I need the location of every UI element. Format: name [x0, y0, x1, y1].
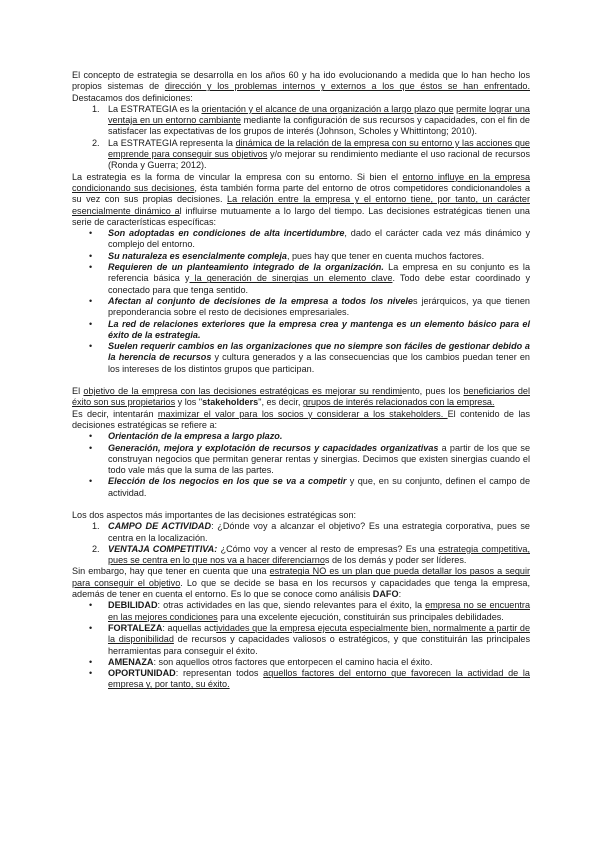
- list-item: [108, 600, 530, 623]
- list-item: [108, 251, 530, 262]
- underlined-text: dinámica de la relación de la empresa con su entorno y las acciones que emprende para conseguir sus objetivos: [108, 137, 530, 160]
- text: El: [72, 386, 84, 397]
- underlined-text: aquellos factores del entorno que favorecen la actividad de la empresa y, por tanto, su éxito.: [108, 668, 530, 690]
- text: , dado el carácter cada vez más dinámico y complejo del entorno.: [108, 228, 530, 250]
- text: La estrategia es la forma de vincular la empresa con su entorno. Si bien el: [72, 171, 403, 182]
- bold-text: CAMPO DE ACTIVIDAD: [108, 521, 212, 532]
- item-number: 2.: [92, 137, 100, 148]
- underlined-text: objetivo de la empresa con las decisiones estratégicas es mejorar su rendimi: [83, 386, 402, 397]
- underlined-text: entorno influye en la empresa condicionando sus decisiones: [72, 171, 531, 193]
- objective-paragraph: [72, 386, 530, 409]
- bold-text: Elección de los negocios en los que se va a competir: [108, 476, 347, 487]
- text: El contenido de las decisiones estratégicas se refiere a:: [72, 408, 530, 430]
- bold-text: FORTALEZA: [108, 622, 163, 633]
- intro-paragraph: [72, 70, 530, 104]
- text: y que, en su conjunto, definen el campo de actividad.: [108, 476, 531, 498]
- list-item: [108, 262, 530, 296]
- text: . Todo debe estar coordinado y conectado para que tenga sentido.: [108, 273, 530, 295]
- underlined-text: la generación de sinergias un elemento clave: [189, 273, 393, 284]
- underlined-text: maximizar el valor para los socios y considerar a los stakeholders.: [157, 408, 448, 419]
- text: y cultura generados y a las consecuencias que los cambios puedan tener en los intereses de los distintos grupos que participan.: [108, 352, 530, 374]
- text: El concepto de estrategia se desarrolla en los años 60 y ha ido evolucionando a medida que lo han hecho los propios sistemas de: [72, 70, 530, 92]
- text: s de los demás y poder ser líderes.: [324, 555, 467, 566]
- definitions-list: [72, 104, 530, 172]
- underlined-text: La relación entre la empresa y el entorno tiene, por tanto, un carácter esencialmente dinámico a: [72, 194, 530, 216]
- underlined-text: beneficiarios del éxito son sus propietarios: [72, 386, 530, 408]
- bold-text: Afectan al conjunto de decisiones de la empresa a todos los nivele: [108, 295, 413, 306]
- list-item: [92, 521, 530, 544]
- bold-text: VENTAJA COMPETITIVA:: [108, 543, 218, 554]
- text: a partir de los que se construyan negocios que permitan generar rentas y sinergias. Decimos que existen sinergias cuando el todo vale más que la suma de las partes.: [108, 442, 531, 476]
- bold-text: DEBILIDAD: [108, 600, 158, 611]
- bold-text: OPORTUNIDAD: [108, 668, 176, 679]
- bold-text: Son adoptadas en condiciones de alta incertidumbre: [108, 228, 345, 239]
- document-page: [72, 70, 530, 691]
- underlined-text: permite lograr una ventaja en un entorno cambiante: [108, 103, 530, 126]
- text: ¿Cómo voy a vencer al resto de empresas? Es una: [217, 543, 439, 554]
- item-number: 1.: [92, 521, 100, 532]
- list-item: [92, 543, 530, 567]
- underlined-text: estrategia NO es un plan que pueda detallar los pasos a seguir para conseguir el objetivo: [72, 566, 531, 588]
- underlined-text: empresa no se encuentra en las mejores condiciones: [108, 600, 530, 622]
- spacer: [72, 375, 530, 386]
- text: La ESTRATEGIA es la: [108, 103, 202, 114]
- text: La ESTRATEGIA representa la: [108, 137, 236, 148]
- text: Destacamos dos definiciones:: [72, 92, 193, 103]
- bold-text: Requieren de un planteamiento integrado de la organización.: [108, 262, 384, 273]
- list-item: [108, 657, 530, 668]
- characteristics-list: [72, 228, 530, 375]
- list-item: [108, 341, 530, 375]
- text: La empresa en su conjunto es la referencia básica y: [108, 262, 531, 284]
- bold-text: AMENAZA: [108, 656, 154, 667]
- list-item: [92, 103, 530, 138]
- text: Es decir, intentarán: [72, 408, 158, 419]
- swot-intro: [72, 566, 530, 600]
- item-number: 1.: [92, 103, 100, 114]
- text: ", es decir,: [258, 397, 303, 408]
- text: y los ": [175, 397, 203, 408]
- text: : otras actividades en las que, siendo relevantes para el éxito, la: [157, 600, 426, 611]
- text: : son aquellos otros factores que entorpecen el camino hacia el éxito.: [153, 656, 433, 667]
- text: : aquellas act: [162, 622, 217, 633]
- text: para una excelente ejecución, constituirán sus principales debilidades.: [217, 611, 504, 622]
- bold-text: Suelen requerir cambios en las organizaciones que no siempre son fáciles de gestionar debido a la herencia de recursos: [108, 341, 530, 363]
- spacer: [72, 499, 530, 510]
- bold-text: Generación, mejora y explotación de recursos y capacidades organizativas: [108, 442, 439, 453]
- underlined-text: grupos de interés relacionados con la empresa.: [302, 397, 495, 408]
- swot-list: [72, 600, 530, 690]
- underlined-text: dirección y los problemas internos y externos a los que éstos se han enfrentado.: [164, 81, 530, 92]
- bold-text: La red de relaciones exteriores que la empresa crea y mantenga es un elemento básico para el éxito de la estrategia.: [108, 318, 530, 340]
- bold-text: stakeholders: [202, 397, 259, 408]
- list-item: [108, 668, 530, 691]
- text: :: [398, 589, 402, 600]
- aspects-intro: Los dos aspectos más importantes de las decisiones estratégicas son:: [72, 509, 357, 520]
- item-number: 2.: [92, 543, 100, 554]
- text: ento, pues los: [401, 386, 464, 397]
- linking-paragraph: [72, 172, 530, 228]
- text: l influirse mutuamente a lo largo del tiempo. Las decisiones estratégicas tienen una serie de características específicas:: [72, 205, 530, 227]
- text: Sin embargo, hay que tener en cuenta que una: [72, 566, 270, 577]
- list-item: [108, 319, 530, 342]
- objective-paragraph-2: [72, 409, 530, 432]
- text: de recursos y capacidades valiosos o estratégicos, y que constituirán las principales herramientas para conseguir el éxito.: [108, 634, 531, 656]
- text: : ¿Dónde voy a alcanzar el objetivo? Es una estrategia corporativa, pues se centra en la localización.: [108, 521, 530, 543]
- text: mediante la configuración de sus recursos y capacidades, con el fin de satisfacer las expectativas de los grupos de interés (Johnson, Scholes y Whittintong; 2010).: [108, 115, 530, 137]
- bold-text: Orientación de la empresa a largo plazo.: [108, 431, 283, 442]
- list-item: [108, 443, 530, 477]
- list-item: [108, 228, 530, 251]
- text: y/o mejorar su rendimiento mediante el uso racional de recursos (Ronda y Guerra; 2012).: [108, 149, 530, 171]
- list-item: [108, 431, 530, 442]
- list-item: [108, 476, 530, 499]
- list-item: [108, 296, 530, 319]
- bold-text: Su naturaleza es esencialmente compleja: [108, 250, 287, 261]
- underlined-text: ividades que la empresa ejecuta especialmente bien, normalmente a partir de la disponibilidad: [108, 622, 531, 645]
- bold-text: DAFO: [372, 589, 399, 600]
- text: , pues hay que tener en cuenta muchos factores.: [286, 250, 485, 261]
- text: s jerárquicos, ya que tienen preponderancia sobre el resto de decisiones empresariales.: [108, 295, 530, 318]
- text: : representan todos: [175, 668, 264, 679]
- list-item: [108, 623, 530, 657]
- underlined-text: estrategia competitiva, pues se centra en lo que nos va a hacer diferenciarno: [108, 543, 530, 566]
- text: . Lo que se decide se basa en los recursos y capacidades que tenga la empresa, además de tener en cuenta el entorno. Es lo que se conoce como análisis: [72, 577, 530, 600]
- text: , ésta también forma parte del entorno de otros competidores condicionandoles a su vez con sus propias decisiones.: [72, 182, 530, 205]
- aspects-list: [72, 521, 530, 566]
- list-item: [92, 137, 530, 172]
- contents-list: [72, 431, 530, 499]
- underlined-text: orientación y el alcance de una organización a largo plazo que: [201, 103, 454, 114]
